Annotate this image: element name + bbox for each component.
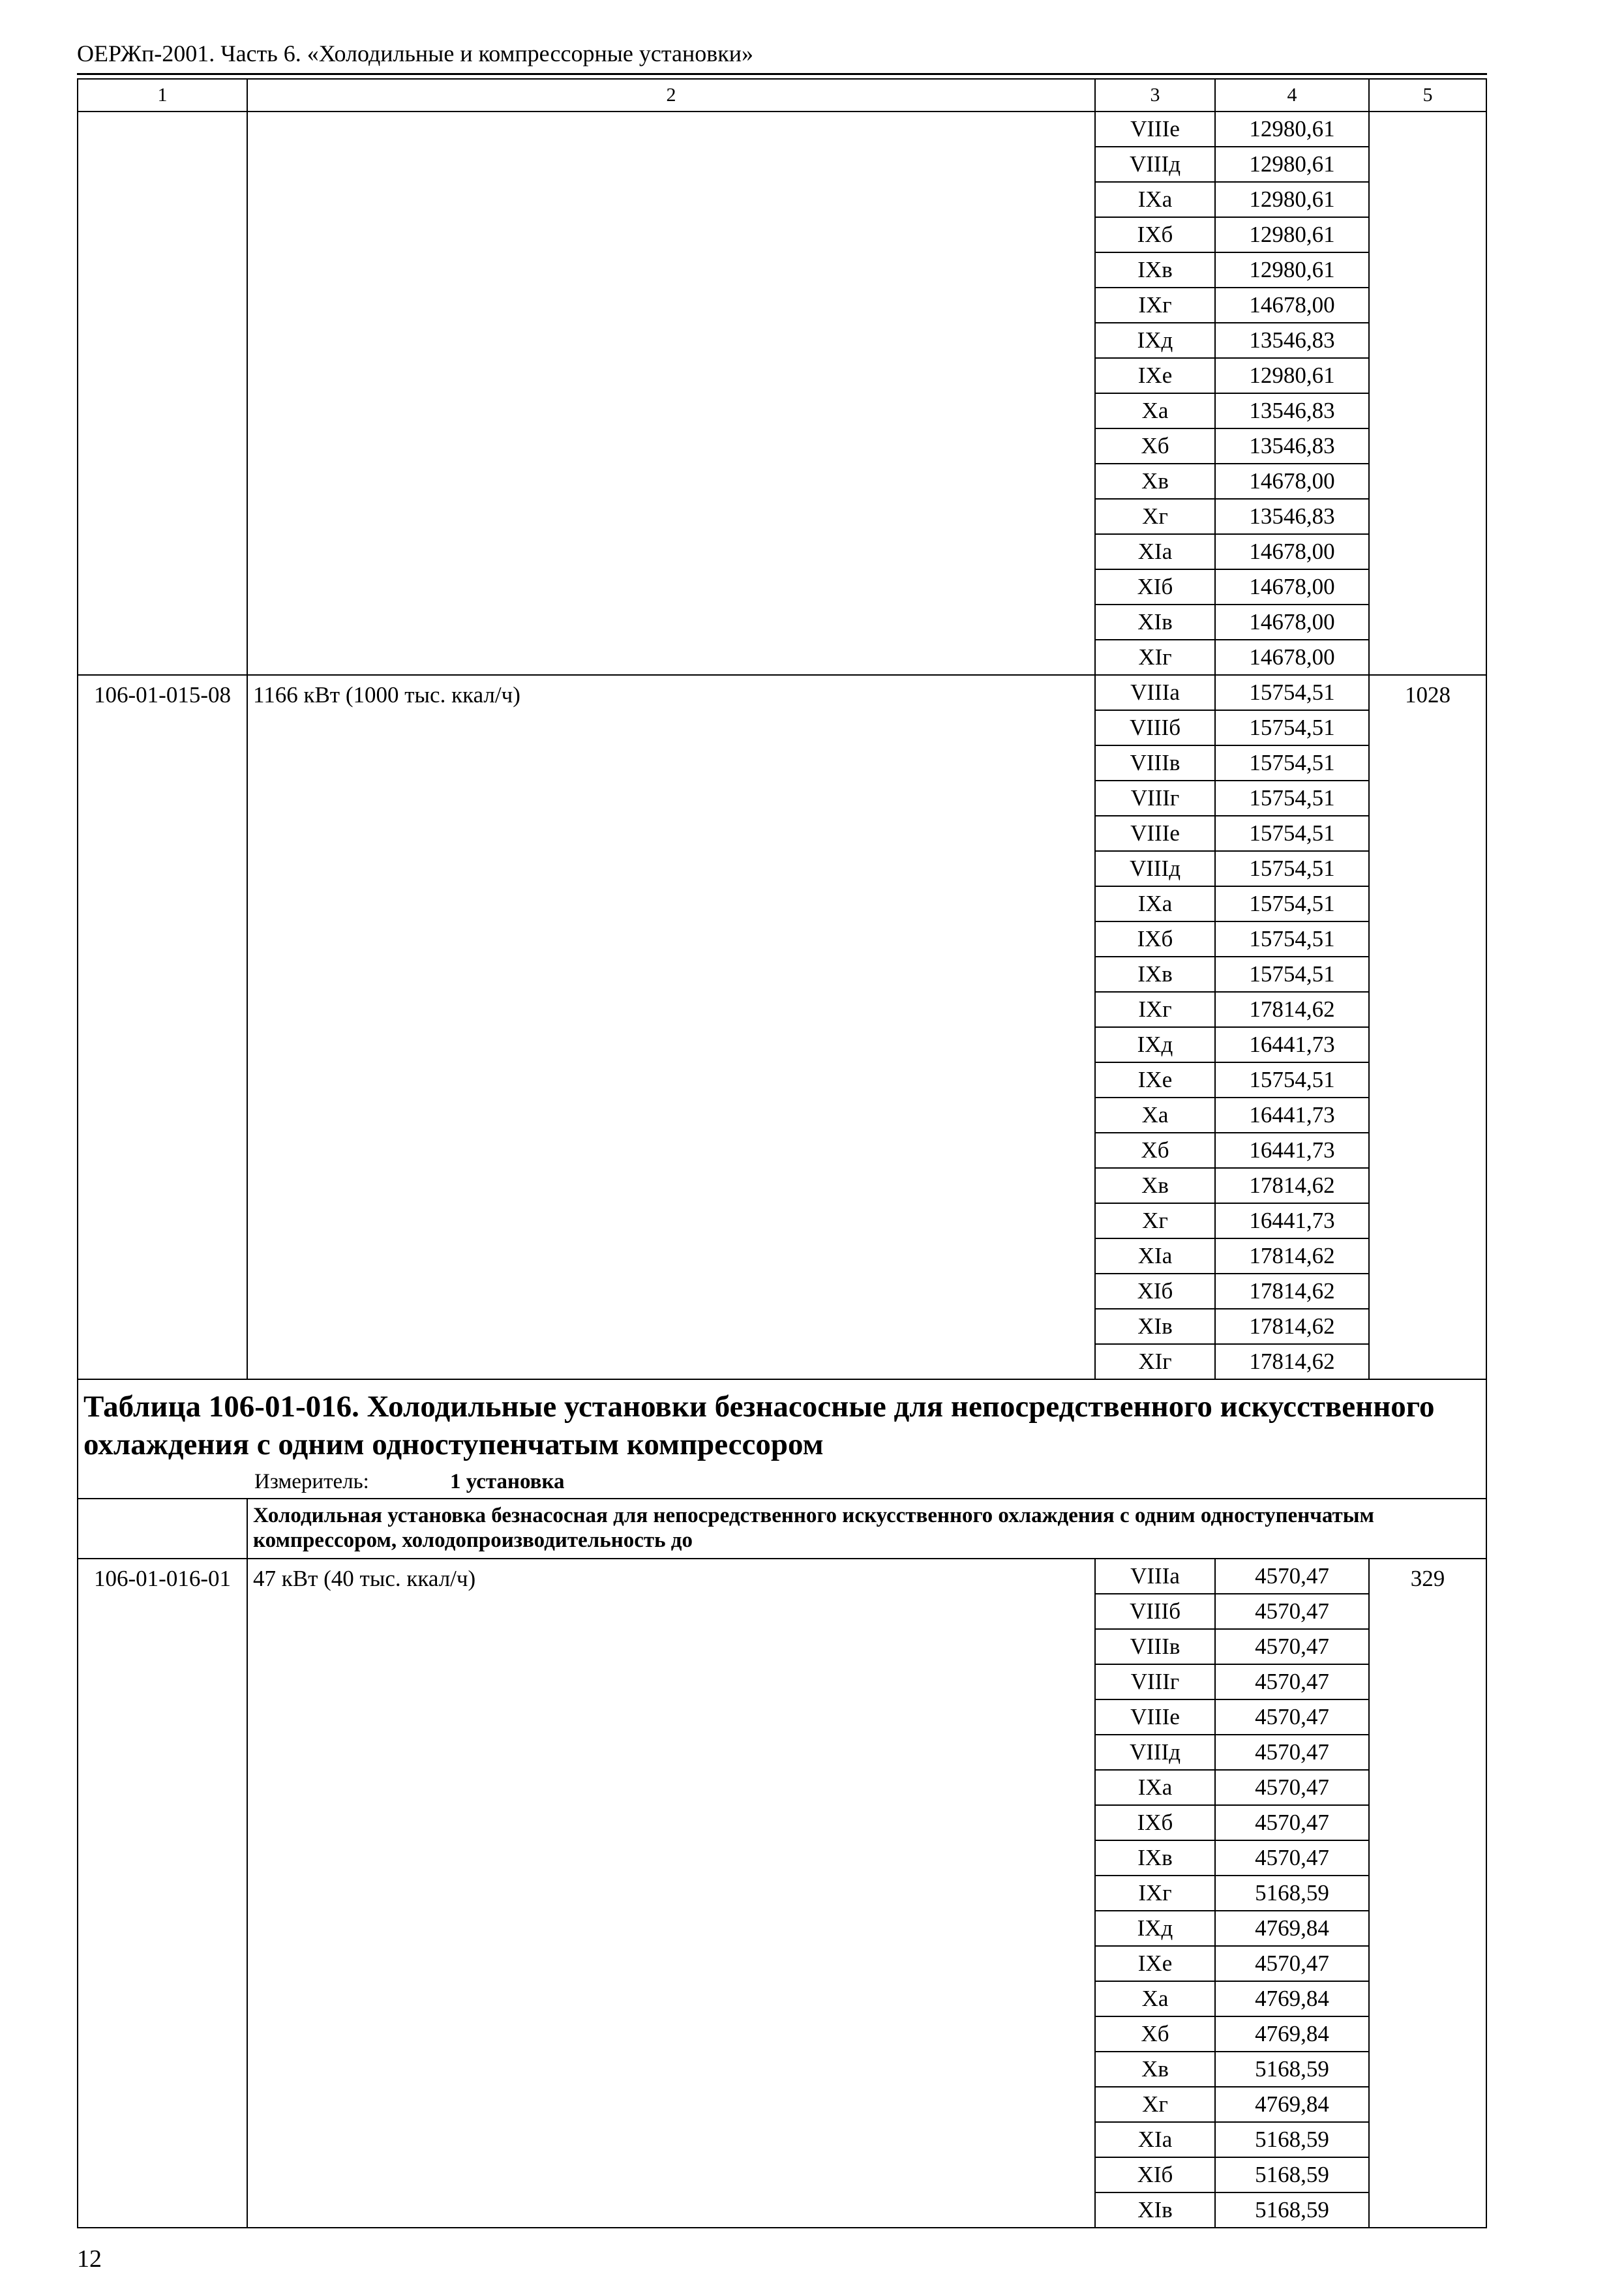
zone-cell: IXе	[1095, 1946, 1215, 1981]
zone-cell: IXа	[1095, 886, 1215, 921]
description-row	[78, 1499, 1486, 1559]
zone-cell: Xб	[1095, 2016, 1215, 2052]
table-row	[78, 675, 1486, 710]
zone-cell: VIIIб	[1095, 1594, 1215, 1629]
value-cell: 17814,62	[1215, 1344, 1369, 1379]
value-cell: 4570,47	[1215, 1699, 1369, 1735]
column-number: 4	[1215, 79, 1369, 112]
zone-cell: XIб	[1095, 2157, 1215, 2192]
value-cell: 16441,73	[1215, 1133, 1369, 1168]
zone-cell: VIIIв	[1095, 745, 1215, 781]
zone-cell: VIIIг	[1095, 1664, 1215, 1699]
zone-cell: XIг	[1095, 1344, 1215, 1379]
value-cell: 17814,62	[1215, 1168, 1369, 1203]
value-cell: 4570,47	[1215, 1805, 1369, 1840]
zone-cell: IXг	[1095, 288, 1215, 323]
zone-cell: XIг	[1095, 640, 1215, 675]
value-cell: 4769,84	[1215, 1981, 1369, 2016]
column-5-value: 1028	[1369, 675, 1486, 1379]
zone-cell: XIб	[1095, 569, 1215, 605]
zone-cell: VIIIа	[1095, 675, 1215, 710]
value-cell: 14678,00	[1215, 569, 1369, 605]
value-cell: 15754,51	[1215, 781, 1369, 816]
value-cell: 4570,47	[1215, 1840, 1369, 1876]
rate-name: 47 кВт (40 тыс. ккал/ч)	[247, 1559, 1095, 2228]
value-cell: 5168,59	[1215, 2192, 1369, 2228]
value-cell: 17814,62	[1215, 1274, 1369, 1309]
value-cell: 17814,62	[1215, 1238, 1369, 1274]
zone-cell: Xб	[1095, 428, 1215, 464]
rates-table	[77, 78, 1487, 2228]
zone-cell: IXв	[1095, 252, 1215, 288]
zone-cell: XIб	[1095, 1274, 1215, 1309]
rate-code: 106-01-016-01	[78, 1559, 247, 2228]
value-cell: 15754,51	[1215, 675, 1369, 710]
zone-cell: XIв	[1095, 605, 1215, 640]
column-number: 1	[78, 79, 247, 112]
value-cell: 5168,59	[1215, 2122, 1369, 2157]
value-cell: 15754,51	[1215, 886, 1369, 921]
value-cell: 4769,84	[1215, 1911, 1369, 1946]
value-cell: 4570,47	[1215, 1735, 1369, 1770]
value-cell: 4769,84	[1215, 2087, 1369, 2122]
value-cell: 15754,51	[1215, 1062, 1369, 1098]
zone-cell: Xв	[1095, 1168, 1215, 1203]
zone-cell: XIв	[1095, 2192, 1215, 2228]
value-cell: 5168,59	[1215, 2052, 1369, 2087]
zone-cell: VIIIб	[1095, 710, 1215, 745]
zone-cell: VIIIд	[1095, 851, 1215, 886]
value-cell: 12980,61	[1215, 252, 1369, 288]
column-number-row	[78, 79, 1486, 112]
value-cell: 13546,83	[1215, 323, 1369, 358]
value-cell: 14678,00	[1215, 640, 1369, 675]
zone-cell: Xв	[1095, 2052, 1215, 2087]
zone-cell: IXг	[1095, 1876, 1215, 1911]
zone-cell: IXе	[1095, 1062, 1215, 1098]
zone-cell: VIIIе	[1095, 1699, 1215, 1735]
value-cell: 5168,59	[1215, 1876, 1369, 1911]
value-cell: 4570,47	[1215, 1664, 1369, 1699]
value-cell: 15754,51	[1215, 957, 1369, 992]
zone-cell: XIа	[1095, 534, 1215, 569]
zone-cell: IXб	[1095, 1805, 1215, 1840]
value-cell: 12980,61	[1215, 182, 1369, 217]
value-cell: 14678,00	[1215, 605, 1369, 640]
value-cell: 15754,51	[1215, 921, 1369, 957]
value-cell: 16441,73	[1215, 1027, 1369, 1062]
value-cell: 4570,47	[1215, 1629, 1369, 1664]
value-cell: 17814,62	[1215, 992, 1369, 1027]
document-header: ОЕРЖп-2001. Часть 6. «Холодильные и компрессорные установки»	[77, 40, 754, 67]
value-cell: 4570,47	[1215, 1559, 1369, 1594]
value-cell: 13546,83	[1215, 393, 1369, 428]
measure-label: Измеритель:	[254, 1470, 369, 1493]
zone-cell: IXд	[1095, 1911, 1215, 1946]
rate-code	[78, 112, 247, 675]
zone-cell: IXб	[1095, 921, 1215, 957]
zone-cell: XIа	[1095, 2122, 1215, 2157]
column-number: 3	[1095, 79, 1215, 112]
zone-cell: VIIIе	[1095, 112, 1215, 147]
zone-cell: IXа	[1095, 182, 1215, 217]
value-cell: 14678,00	[1215, 288, 1369, 323]
table-row	[78, 1559, 1486, 1594]
header-rule	[77, 73, 1487, 75]
value-cell: 16441,73	[1215, 1098, 1369, 1133]
value-cell: 12980,61	[1215, 358, 1369, 393]
zone-cell: IXв	[1095, 957, 1215, 992]
zone-cell: Xа	[1095, 1981, 1215, 2016]
zone-cell: IXд	[1095, 1027, 1215, 1062]
rate-name	[247, 112, 1095, 675]
zone-cell: VIIIе	[1095, 816, 1215, 851]
value-cell: 16441,73	[1215, 1203, 1369, 1238]
value-cell: 13546,83	[1215, 428, 1369, 464]
value-cell: 4769,84	[1215, 2016, 1369, 2052]
column-number: 2	[247, 79, 1095, 112]
zone-cell: IXа	[1095, 1770, 1215, 1805]
zone-cell: Xб	[1095, 1133, 1215, 1168]
column-number: 5	[1369, 79, 1486, 112]
rate-name: 1166 кВт (1000 тыс. ккал/ч)	[247, 675, 1095, 1379]
column-5-value: 329	[1369, 1559, 1486, 2228]
value-cell: 12980,61	[1215, 112, 1369, 147]
value-cell: 13546,83	[1215, 499, 1369, 534]
zone-cell: Xа	[1095, 393, 1215, 428]
zone-cell: VIIIг	[1095, 781, 1215, 816]
table-title: Таблица 106-01-016. Холодильные установки безнасосные для непосредственного искусственного охлаждения с одним одноступенчатым компрессором	[83, 1390, 1435, 1461]
zone-cell: IXб	[1095, 217, 1215, 252]
description-empty-cell	[78, 1499, 247, 1559]
rate-code: 106-01-015-08	[78, 675, 247, 1379]
value-cell: 5168,59	[1215, 2157, 1369, 2192]
section-title-cell	[78, 1379, 1486, 1499]
zone-cell: VIIIд	[1095, 1735, 1215, 1770]
zone-cell: IXд	[1095, 323, 1215, 358]
value-cell: 4570,47	[1215, 1770, 1369, 1805]
zone-cell: XIв	[1095, 1309, 1215, 1344]
zone-cell: XIа	[1095, 1238, 1215, 1274]
zone-cell: IXг	[1095, 992, 1215, 1027]
zone-cell: Xг	[1095, 1203, 1215, 1238]
value-cell: 15754,51	[1215, 745, 1369, 781]
zone-cell: Xг	[1095, 2087, 1215, 2122]
zone-cell: Xг	[1095, 499, 1215, 534]
value-cell: 12980,61	[1215, 147, 1369, 182]
value-cell: 15754,51	[1215, 710, 1369, 745]
zone-cell: IXв	[1095, 1840, 1215, 1876]
zone-cell: VIIIд	[1095, 147, 1215, 182]
value-cell: 4570,47	[1215, 1946, 1369, 1981]
zone-cell: VIIIв	[1095, 1629, 1215, 1664]
value-cell: 15754,51	[1215, 851, 1369, 886]
value-cell: 4570,47	[1215, 1594, 1369, 1629]
value-cell: 15754,51	[1215, 816, 1369, 851]
zone-cell: VIIIа	[1095, 1559, 1215, 1594]
zone-cell: Xа	[1095, 1098, 1215, 1133]
value-cell: 14678,00	[1215, 534, 1369, 569]
zone-cell: Xв	[1095, 464, 1215, 499]
section-description: Холодильная установка безнасосная для непосредственного искусственного охлаждения с одним одноступенчатым компрессором, холодопроизводительность до	[247, 1499, 1486, 1559]
table-row	[78, 112, 1486, 147]
value-cell: 14678,00	[1215, 464, 1369, 499]
column-5-value	[1369, 112, 1486, 675]
page-number: 12	[77, 2245, 102, 2273]
measure-value: 1 установка	[450, 1470, 565, 1493]
measure-line	[83, 1470, 1481, 1494]
section-title-row	[78, 1379, 1486, 1499]
value-cell: 12980,61	[1215, 217, 1369, 252]
zone-cell: IXе	[1095, 358, 1215, 393]
value-cell: 17814,62	[1215, 1309, 1369, 1344]
